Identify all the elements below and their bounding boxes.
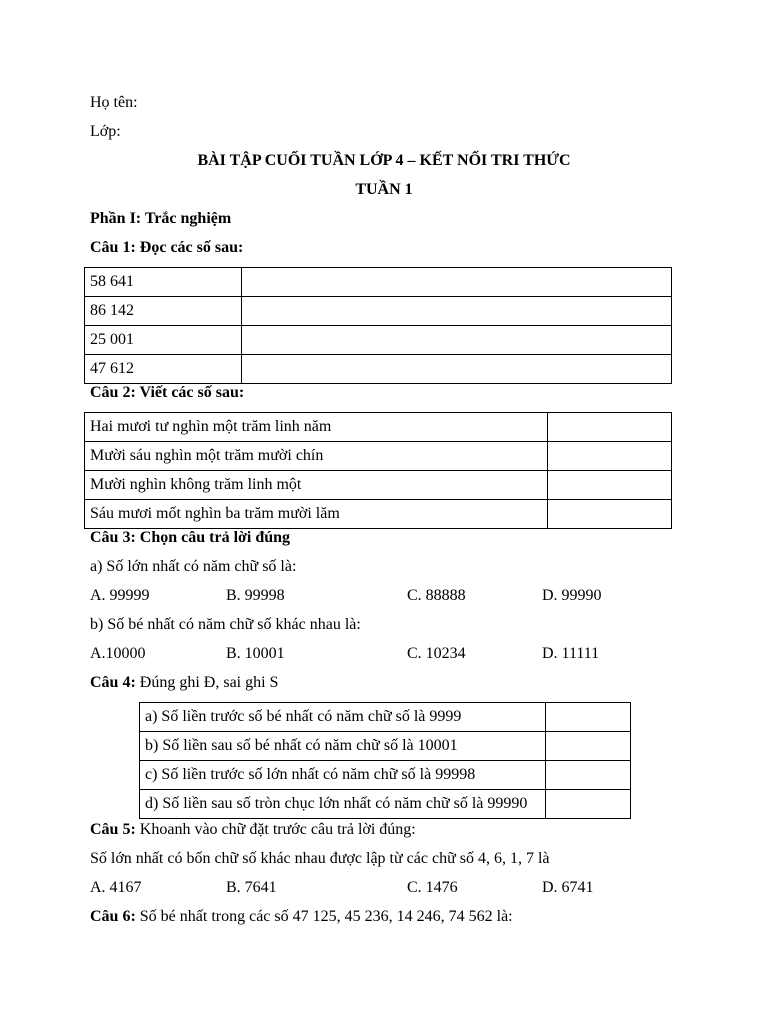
q3a-question: a) Số lớn nhất có năm chữ số là: <box>90 558 297 575</box>
q1-answer-cell[interactable] <box>242 326 672 355</box>
q2-answer-cell[interactable] <box>548 413 672 442</box>
q5-option-d[interactable]: D. 6741 <box>542 879 594 896</box>
q1-number-cell: 25 001 <box>85 326 242 355</box>
q4-statement-cell: a) Số liền trước số bé nhất có năm chữ số là 9999 <box>140 703 546 732</box>
q1-number-cell: 47 612 <box>85 355 242 384</box>
q3b-option-a[interactable]: A.10000 <box>90 645 146 662</box>
q1-answer-cell[interactable] <box>242 268 672 297</box>
q2-words-cell: Mười sáu nghìn một trăm mười chín <box>85 442 548 471</box>
table-row <box>85 413 672 442</box>
q2-answer-cell[interactable] <box>548 500 672 529</box>
q5-label-number: Câu 5: <box>90 821 136 838</box>
q4-statement-cell: d) Số liền sau số tròn chục lớn nhất có năm chữ số là 99990 <box>140 790 546 819</box>
q2-table <box>84 412 672 529</box>
table-row <box>85 500 672 529</box>
q3a-option-d[interactable]: D. 99990 <box>542 587 602 604</box>
table-row <box>85 268 672 297</box>
q5-label-text: Khoanh vào chữ đặt trước câu trả lời đúng: <box>135 821 416 838</box>
name-label: Họ tên: <box>90 94 138 111</box>
q1-answer-cell[interactable] <box>242 297 672 326</box>
q3a-option-b[interactable]: B. 99998 <box>226 587 285 604</box>
q1-label: Câu 1: Đọc các số sau: <box>90 239 244 256</box>
q2-answer-cell[interactable] <box>548 442 672 471</box>
q4-label-number: Câu 4: <box>90 674 136 691</box>
table-row <box>85 355 672 384</box>
q1-number-cell: 86 142 <box>85 297 242 326</box>
table-row <box>85 442 672 471</box>
q3-label: Câu 3: Chọn câu trả lời đúng <box>90 529 291 546</box>
q3a-option-a[interactable]: A. 99999 <box>90 587 150 604</box>
table-row <box>140 761 631 790</box>
q1-table <box>84 267 672 384</box>
worksheet-title: BÀI TẬP CUỐI TUẦN LỚP 4 – KẾT NỐI TRI THỨC <box>197 152 571 169</box>
q3a-option-c[interactable]: C. 88888 <box>407 587 466 604</box>
q5-option-a[interactable]: A. 4167 <box>90 879 142 896</box>
q3b-option-b[interactable]: B. 10001 <box>226 645 285 662</box>
q6-label <box>90 907 513 927</box>
table-row <box>85 297 672 326</box>
q2-words-cell: Mười nghìn không trăm linh một <box>85 471 548 500</box>
table-row <box>140 790 631 819</box>
q4-statement-cell: c) Số liền trước số lớn nhất có năm chữ số là 99998 <box>140 761 546 790</box>
q4-answer-cell[interactable] <box>546 703 631 732</box>
q5-question: Số lớn nhất có bốn chữ số khác nhau được lập từ các chữ số 4, 6, 1, 7 là <box>90 850 550 867</box>
table-row <box>140 703 631 732</box>
q2-words-cell: Sáu mươi mốt nghìn ba trăm mười lăm <box>85 500 548 529</box>
q1-number-cell: 58 641 <box>85 268 242 297</box>
q4-table <box>139 702 631 819</box>
table-row <box>85 471 672 500</box>
q4-answer-cell[interactable] <box>546 761 631 790</box>
part1-heading: Phần I: Trắc nghiệm <box>90 210 232 227</box>
table-row <box>85 326 672 355</box>
q6-label-number: Câu 6: <box>90 908 136 925</box>
q5-option-c[interactable]: C. 1476 <box>407 879 458 896</box>
q6-label-text: Số bé nhất trong các số 47 125, 45 236, 14 246, 74 562 là: <box>135 908 513 925</box>
q3b-option-d[interactable]: D. 11111 <box>542 645 600 662</box>
q4-label-text: Đúng ghi Đ, sai ghi S <box>135 674 279 691</box>
week-title: TUẦN 1 <box>355 181 413 198</box>
q3b-question: b) Số bé nhất có năm chữ số khác nhau là: <box>90 616 361 633</box>
q4-answer-cell[interactable] <box>546 790 631 819</box>
q1-answer-cell[interactable] <box>242 355 672 384</box>
q2-label: Câu 2: Viết các số sau: <box>90 384 245 401</box>
table-row <box>140 732 631 761</box>
q5-label <box>90 820 416 840</box>
q4-label <box>90 673 278 693</box>
q2-answer-cell[interactable] <box>548 471 672 500</box>
q4-statement-cell: b) Số liền sau số bé nhất có năm chữ số là 10001 <box>140 732 546 761</box>
class-label: Lớp: <box>90 123 121 140</box>
q5-option-b[interactable]: B. 7641 <box>226 879 277 896</box>
q2-words-cell: Hai mươi tư nghìn một trăm linh năm <box>85 413 548 442</box>
q3b-option-c[interactable]: C. 10234 <box>407 645 466 662</box>
q4-answer-cell[interactable] <box>546 732 631 761</box>
